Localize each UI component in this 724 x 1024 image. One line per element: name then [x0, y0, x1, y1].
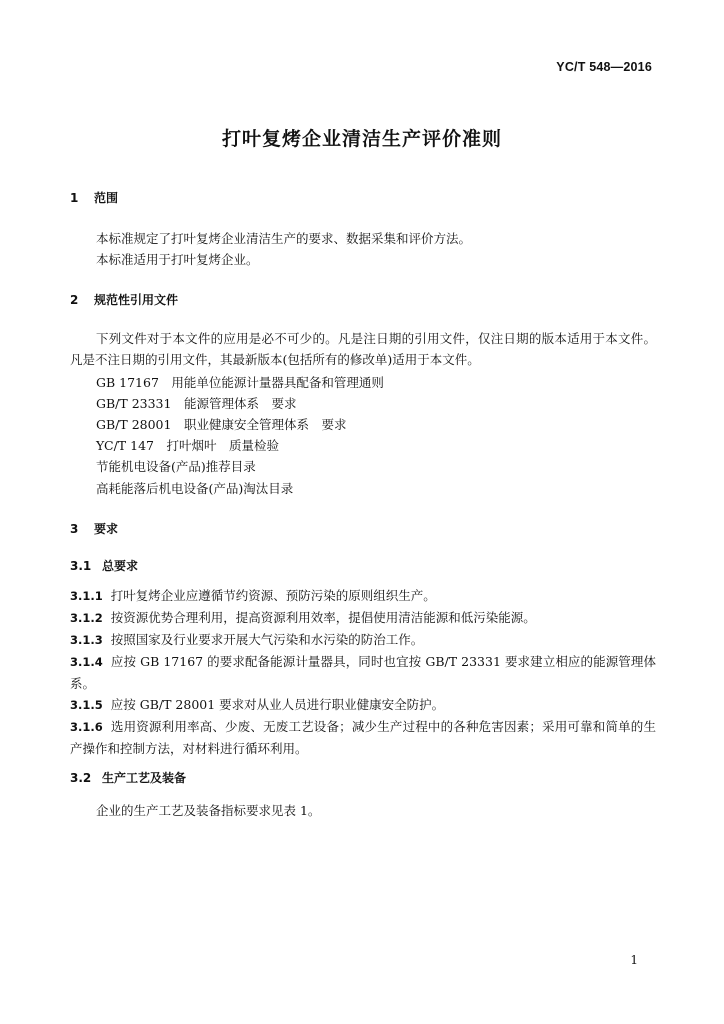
- section-3-heading: [70, 520, 118, 537]
- section-3-2-heading: [70, 769, 186, 786]
- subsection-number: 3.1: [70, 559, 92, 573]
- section-number: 3: [70, 522, 79, 536]
- reference-item: 高耗能落后机电设备(产品)淘汰目录: [96, 481, 294, 496]
- page-number: 1: [630, 953, 638, 967]
- section-title: 规范性引用文件: [94, 293, 179, 307]
- scope-paragraph-2: 本标准适用于打叶复烤企业。: [96, 252, 259, 267]
- section-1-heading: [70, 189, 118, 206]
- document-title: 打叶复烤企业清洁生产评价准则: [221, 128, 502, 150]
- subsection-title: 总要求: [102, 559, 139, 573]
- reference-item: YC/T 147 打叶烟叶 质量检验: [96, 438, 279, 453]
- references-intro: 下列文件对于本文件的应用是必不可少的。凡是注日期的引用文件，仅注日期的版本适用于本文件。凡是不注日期的引用文件，其最新版本(包括所有的修改单)适用于本文件。: [70, 331, 656, 367]
- clause-number: 3.1.2: [70, 611, 103, 625]
- section-title: 范围: [94, 191, 119, 205]
- reference-item: 节能机电设备(产品)推荐目录: [96, 459, 256, 474]
- clause-3-1-3: [70, 629, 656, 651]
- clause-text: 打叶复烤企业应遵循节约资源、预防污染的原则组织生产。: [110, 588, 436, 603]
- clause-3-1-6: [70, 716, 656, 759]
- clause-3-1-5: [70, 694, 656, 716]
- section-number: 1: [70, 191, 79, 205]
- clause-3-1-2: [70, 607, 656, 629]
- clause-text: 按资源优势合理利用，提高资源利用效率，提倡使用清洁能源和低污染能源。: [110, 610, 536, 625]
- clause-text: 选用资源利用率高、少废、无废工艺设备；减少生产过程中的各种危害因素；采用可靠和简单的生产操作和控制方法，对材料进行循环利用。: [70, 719, 656, 756]
- section-number: 2: [70, 293, 79, 307]
- clause-3-1-4: [70, 651, 656, 694]
- subsection-title: 生产工艺及装备: [102, 771, 187, 785]
- clause-number: 3.1.4: [70, 655, 103, 669]
- scope-paragraph-1: 本标准规定了打叶复烤企业清洁生产的要求、数据采集和评价方法。: [96, 231, 472, 246]
- reference-item: GB/T 23331 能源管理体系 要求: [96, 396, 297, 411]
- clause-number: 3.1.3: [70, 633, 103, 647]
- clause-text: 按照国家及行业要求开展大气污染和水污染的防治工作。: [110, 632, 424, 647]
- process-equipment-paragraph: 企业的生产工艺及装备指标要求见表 1。: [96, 803, 321, 818]
- reference-item: GB/T 28001 职业健康安全管理体系 要求: [96, 417, 347, 432]
- section-3-1-heading: [70, 557, 138, 574]
- clause-number: 3.1.1: [70, 589, 103, 603]
- subsection-number: 3.2: [70, 771, 92, 785]
- reference-item: GB 17167 用能单位能源计量器具配备和管理通则: [96, 375, 384, 390]
- clause-number: 3.1.5: [70, 698, 103, 712]
- section-title: 要求: [94, 522, 119, 536]
- clause-3-1-1: [70, 585, 656, 607]
- standard-code: YC/T 548—2016: [556, 60, 652, 74]
- clause-text: 应按 GB/T 28001 要求对从业人员进行职业健康安全防护。: [110, 697, 445, 712]
- section-2-heading: [70, 291, 178, 308]
- clause-text: 应按 GB 17167 的要求配备能源计量器具，同时也宜按 GB/T 23331 要求建立相应的能源管理体系。: [70, 654, 656, 691]
- clause-number: 3.1.6: [70, 720, 103, 734]
